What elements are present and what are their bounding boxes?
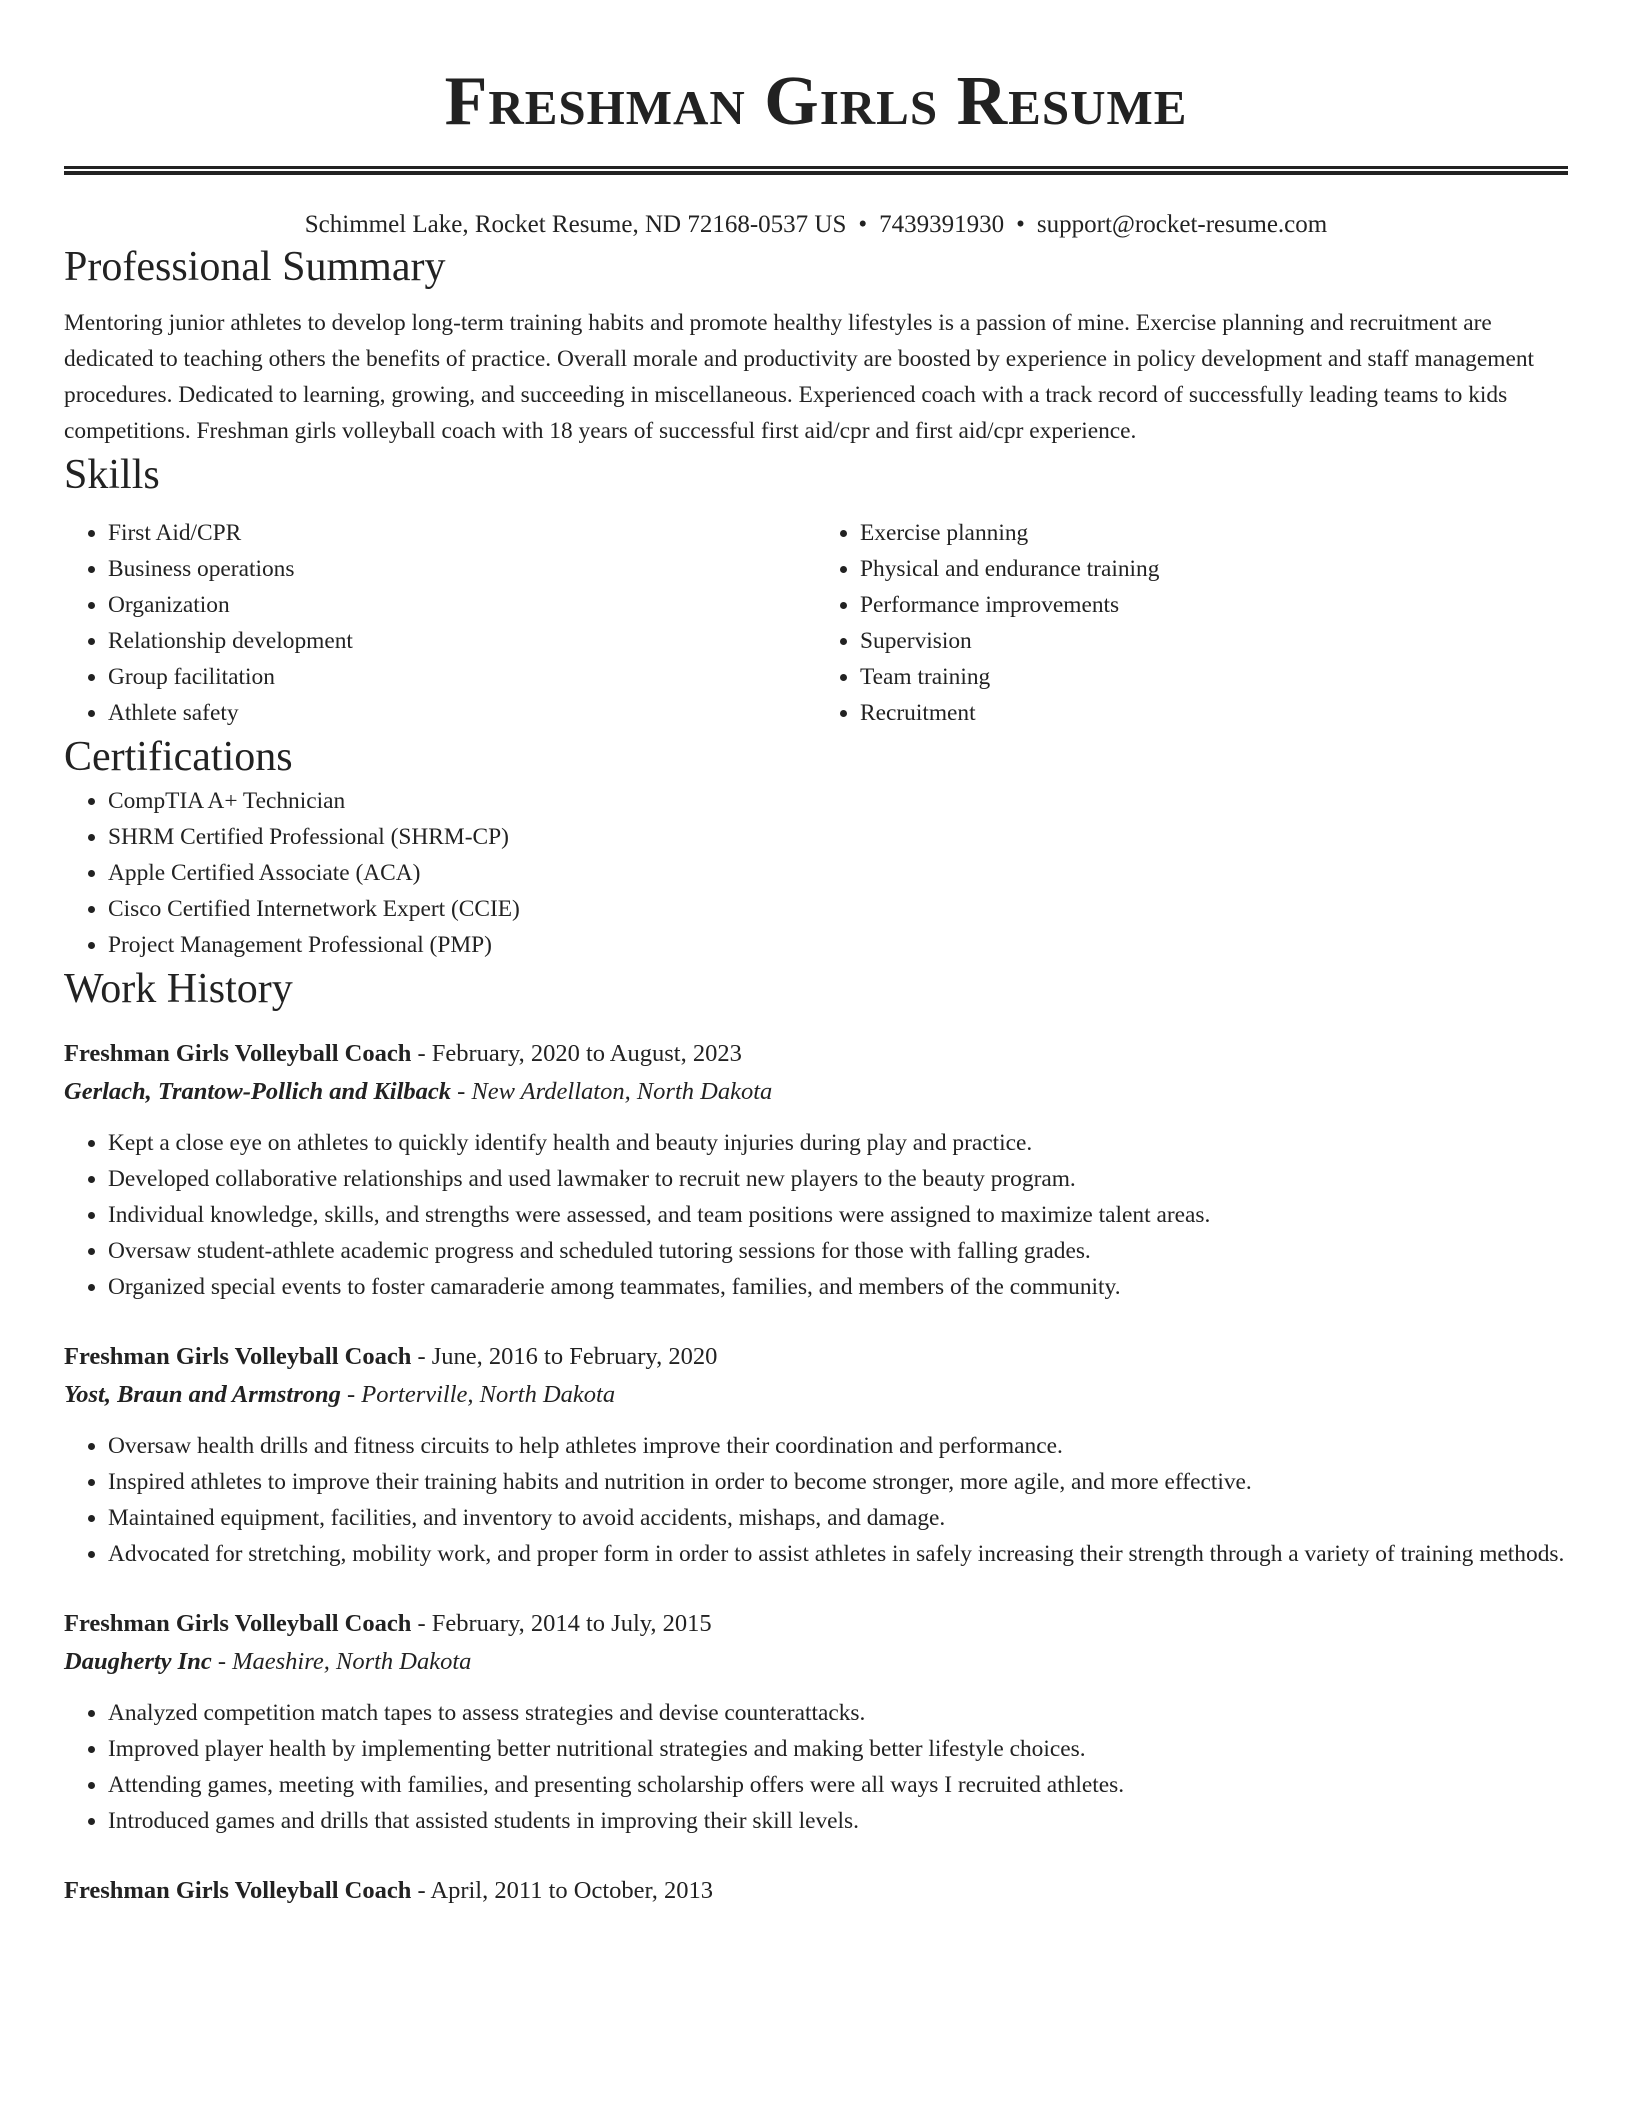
job-dates: - February, 2014 to July, 2015 — [411, 1610, 712, 1637]
skill-item: • Performance improvements — [860, 587, 1568, 623]
skill-item: • Team training — [860, 659, 1568, 695]
job-duty: • Analyzed competition match tapes to assess strategies and devise counterattacks. — [108, 1695, 1568, 1731]
job-entry — [64, 1338, 1568, 1572]
skill-item: • Recruitment — [860, 695, 1568, 731]
job-duty: • Individual knowledge, skills, and strengths were assessed, and team positions were assigned to maximize talent areas. — [108, 1197, 1568, 1233]
certification-item: • CompTIA A+ Technician — [108, 783, 1568, 819]
contact-phone: 7439391930 — [879, 211, 1005, 238]
contact-line — [64, 209, 1568, 241]
certification-item: • Project Management Professional (PMP) — [108, 927, 1568, 963]
job-company: Yost, Braun and Armstrong — [64, 1381, 341, 1408]
certification-item: • Apple Certified Associate (ACA) — [108, 855, 1568, 891]
job-dates: - April, 2011 to October, 2013 — [411, 1877, 713, 1904]
job-role: Freshman Girls Volleyball Coach — [64, 1877, 412, 1904]
section-heading-summary: Professional Summary — [64, 244, 446, 290]
job-duties-list — [64, 1428, 1568, 1572]
job-company-line — [64, 1643, 1568, 1681]
skill-item: • Group facilitation — [108, 659, 816, 695]
job-duty: • Developed collaborative relationships and used lawmaker to recruit new players to the beauty program. — [108, 1161, 1568, 1197]
job-title-line — [64, 1035, 1568, 1073]
section-heading-skills: Skills — [64, 452, 160, 498]
skill-item: • Athlete safety — [108, 695, 816, 731]
job-duty: • Oversaw student-athlete academic progress and scheduled tutoring sessions for those with falling grades. — [108, 1233, 1568, 1269]
job-duty: • Oversaw health drills and fitness circuits to help athletes improve their coordination and performance. — [108, 1428, 1568, 1464]
job-duty: • Organized special events to foster camaraderie among teammates, families, and members of the community. — [108, 1269, 1568, 1305]
job-title-line — [64, 1872, 1568, 1910]
job-title-line — [64, 1605, 1568, 1643]
job-duty: • Kept a close eye on athletes to quickly identify health and beauty injuries during play and practice. — [108, 1125, 1568, 1161]
contact-address: Schimmel Lake, Rocket Resume, ND 72168-0537 US — [304, 211, 847, 238]
job-title-line — [64, 1338, 1568, 1376]
job-duty: • Inspired athletes to improve their training habits and nutrition in order to become stronger, more agile, and more effective. — [108, 1464, 1568, 1500]
job-location: - New Ardellaton, North Dakota — [451, 1078, 773, 1105]
job-company: Gerlach, Trantow-Pollich and Kilback — [64, 1078, 452, 1105]
certifications-list — [64, 783, 1568, 963]
skill-item: • Physical and endurance training — [860, 551, 1568, 587]
title-divider — [64, 166, 1568, 175]
job-duty: • Attending games, meeting with families, and presenting scholarship offers were all ways I recruited athletes. — [108, 1767, 1568, 1803]
job-location: - Maeshire, North Dakota — [211, 1648, 472, 1675]
certification-item: • SHRM Certified Professional (SHRM-CP) — [108, 819, 1568, 855]
skill-item: • Exercise planning — [860, 515, 1568, 551]
skill-item: • Supervision — [860, 623, 1568, 659]
job-location: - Porterville, North Dakota — [340, 1381, 616, 1408]
job-dates: - June, 2016 to February, 2020 — [411, 1343, 718, 1370]
job-duty: • Advocated for stretching, mobility work, and proper form in order to assist athletes in safely increasing their strength through a variety of training methods. — [108, 1536, 1568, 1572]
job-entry — [64, 1872, 1568, 1910]
skill-item: • Organization — [108, 587, 816, 623]
job-dates: - February, 2020 to August, 2023 — [411, 1040, 742, 1067]
job-role: Freshman Girls Volleyball Coach — [64, 1610, 412, 1637]
contact-separator: • — [1016, 211, 1025, 238]
skill-item: • First Aid/CPR — [108, 515, 816, 551]
job-duties-list — [64, 1125, 1568, 1305]
section-heading-work-history: Work History — [64, 966, 293, 1012]
contact-separator: • — [858, 211, 868, 238]
section-heading-certifications: Certifications — [64, 734, 293, 780]
job-entry — [64, 1605, 1568, 1839]
job-role: Freshman Girls Volleyball Coach — [64, 1040, 412, 1067]
job-duty: • Introduced games and drills that assisted students in improving their skill levels. — [108, 1803, 1568, 1839]
job-entry — [64, 1035, 1568, 1305]
job-role: Freshman Girls Volleyball Coach — [64, 1343, 412, 1370]
skills-columns — [64, 515, 1568, 731]
job-duties-list — [64, 1695, 1568, 1839]
skill-item: • Business operations — [108, 551, 816, 587]
job-duty: • Improved player health by implementing better nutritional strategies and making better lifestyle choices. — [108, 1731, 1568, 1767]
skills-list-left — [64, 515, 816, 731]
job-company: Daugherty Inc — [64, 1648, 212, 1675]
resume-title: Freshman Girls Resume — [444, 63, 1188, 140]
skill-item: • Relationship development — [108, 623, 816, 659]
job-company-line — [64, 1073, 1568, 1111]
contact-email: support@rocket-resume.com — [1036, 211, 1328, 238]
job-duty: • Maintained equipment, facilities, and inventory to avoid accidents, mishaps, and damage. — [108, 1500, 1568, 1536]
summary-text: Mentoring junior athletes to develop long-term training habits and promote healthy lifestyles is a passion of mine. Exercise planning and recruitment are dedicated to teaching others the benefits of practice. Overall morale and productivity are boosted by experience in policy development and staff management procedures. Dedicated to learning, growing, and succeeding in miscellaneous. Experienced coach with a track record of successfully leading teams to kids competitions. Freshman girls volleyball coach with 18 years of successful first aid/cpr and first aid/cpr experience. — [64, 310, 1535, 444]
job-company-line — [64, 1376, 1568, 1414]
skills-list-right — [816, 515, 1568, 731]
certification-item: • Cisco Certified Internetwork Expert (CCIE) — [108, 891, 1568, 927]
